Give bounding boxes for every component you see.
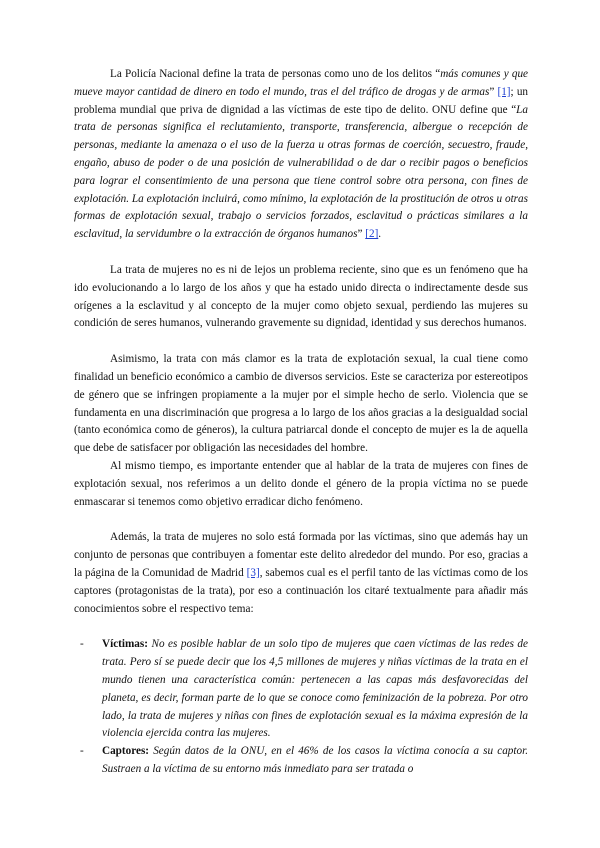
list-label-captores: Captores: bbox=[102, 745, 150, 758]
list-dash: - bbox=[80, 638, 84, 651]
list-text-victimas: No es posible hablar de un solo tipo de mujeres que caen víctimas de las redes de trata. Pero sí se puede decir que los 4,5 millones de mujeres y niñas víctimas de la trata en el mundo tienen una característica común: pertenecen a las capas más desfavorecidas del planeta, es decir, forman parte de lo que se conoce como feminización de la pobreza. Por otro lado, la trata de mujeres y niñas con fines de explotación sexual es la máxima expresión de la violencia ejercida contra las mujeres. bbox=[102, 638, 528, 740]
list-label-victimas: Víctimas: bbox=[102, 638, 148, 651]
paragraph-profiles: Además, la trata de mujeres no solo está formada por las víctimas, sino que además hay un conjunto de personas que contribuyen a fomentar este delito alrededor del mundo. Por eso, gracias a la página de la Comunidad de Madrid [3], sabemos cual es el perfil tanto de las víctimas como de los captores (protagonistas de la trata), por eso a continuación los citaré textualmente para añadir más conocimientos sobre el respectivo tema: bbox=[74, 531, 528, 615]
list-text-captores: Según datos de la ONU, en el 46% de los casos la víctima conocía a su captor. Sustraen a la víctima de su entorno más inmediato para ser tratada o bbox=[102, 745, 528, 775]
paragraph-history: La trata de mujeres no es ni de lejos un problema reciente, sino que es un fenómeno que ha ido evolucionando a lo largo de los años y que ha estado unido directa o indirectamente desde sus orígenes a la esclavitud y al concepto de la mujer como objeto sexual, perdiendo las mujeres su condición de seres humanos, vulnerando gravemente su dignidad, identidad y sus derechos humanos. bbox=[74, 263, 528, 330]
profile-list bbox=[74, 636, 528, 778]
footnote-link-1[interactable]: [1] bbox=[497, 85, 511, 98]
paragraph-definition: La Policía Nacional define la trata de personas como uno de los delitos “más comunes y que mueve mayor cantidad de dinero en todo el mundo, tras el del tráfico de drogas y de armas” [1]; un problema mundial que priva de dignidad a las víctimas de este tipo de delito. ONU define que “La trata de personas significa el reclutamiento, transporte, transferencia, albergue o recepción de personas, mediante la amenaza o el uso de la fuerza u otras formas de coerción, secuestro, fraude, engaño, abuso de poder o de una posición de vulnerabilidad o de dar o recibir pagos o beneficios para lograr el consentimiento de una persona que tiene control sobre otra persona, con fines de explotación. La explotación incluirá, como mínimo, la explotación de la prostitución de otros u otras formas de explotación sexual, trabajo o servicios forzados, esclavitud o prácticas similares a la esclavitud, la servidumbre o la extracción de órganos humanos” [2]. bbox=[74, 68, 529, 241]
paragraph-sexual-exploitation: Asimismo, la trata con más clamor es la trata de explotación sexual, la cual tiene como finalidad un beneficio económico a cambio de diversos servicios. Este se caracteriza por estereotipos de género que se infringen propiamente a la mujer por el simple hecho de serlo. Violencia que se fundamenta en una discriminación que progresa a lo largo de los años gracias a la desigualdad social (tanto económica como de géneros), la cultura patriarcal donde el concepto de mujer es la de aquella que debe de satisfacer por obligación las necesidades del hombre. bbox=[74, 353, 528, 455]
quote-onu: La trata de personas significa el reclutamiento, transporte, transferencia, albergue o recepción de personas, mediante la amenaza o el uso de la fuerza u otras formas de coerción, secuestro, fraude, engaño, abuso de poder o de una posición de vulnerabilidad o de dar o recibir pagos o beneficios para lograr el consentimiento de una persona que tiene control sobre otra persona, con fines de explotación. La explotación incluirá, como mínimo, la explotación de la prostitución de otros u otras formas de explotación sexual, trabajo o servicios forzados, esclavitud o prácticas similares a la esclavitud, la servidumbre o la extracción de órganos humanos bbox=[74, 103, 528, 241]
footnote-link-3[interactable]: [3] bbox=[246, 566, 260, 579]
list-dash: - bbox=[80, 745, 84, 758]
footnote-link-2[interactable]: [2] bbox=[365, 228, 379, 241]
list-item-victimas bbox=[74, 636, 528, 743]
paragraph-gender: Al mismo tiempo, es importante entender que al hablar de la trata de mujeres con fines de explotación sexual, nos referimos a un delito donde el género de la propia víctima no se puede enmascarar si tenemos como objetivo erradicar dicho fenómeno. bbox=[74, 459, 528, 508]
list-item-captores bbox=[74, 743, 528, 779]
quote-policia: más comunes y que mueve mayor cantidad de dinero en todo el mundo, tras el del tráfico de drogas y de armas bbox=[74, 68, 529, 98]
document-page bbox=[74, 66, 528, 779]
